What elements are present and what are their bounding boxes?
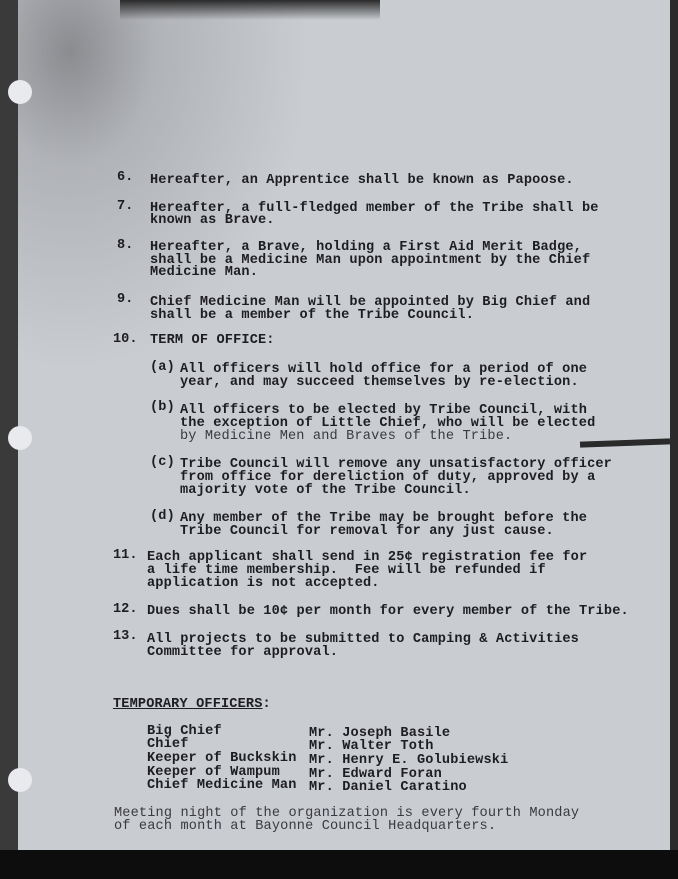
temporary-officers-heading-text: TEMPORARY OFFICERS [113,697,263,712]
subitem-b-line-1: All officers to be elected by Tribe Council, with [180,403,588,418]
subitem-label: (b) [150,400,175,415]
item-number: 12. [113,602,138,617]
item-number: 6. [117,170,134,185]
subitem-b-line-2: the exception of Little Chief, who will be elected [180,416,596,431]
item-number: 7. [117,199,134,214]
item-9-line-2: shall be a member of the Tribe Council. [150,308,474,323]
subitem-label: (d) [150,509,175,524]
punch-hole [8,80,32,104]
subitem-a-line-1: All officers will hold office for a period of one [180,362,588,377]
item-8-line-3: Medicine Man. [150,265,258,280]
item-12-line-1: Dues shall be 10¢ per month for every member of the Tribe. [147,604,629,619]
item-7-line-2: known as Brave. [150,213,275,228]
item-13-line-1: All projects to be submitted to Camping & Activities [147,632,579,647]
subitem-label: (a) [150,360,175,375]
subitem-d-line-1: Any member of the Tribe may be brought before the [180,511,588,526]
officer-name: Mr. Joseph Basile [309,726,451,741]
scan-shadow [120,0,380,20]
subitem-c-line-3: majority vote of the Tribe Council. [180,483,471,498]
officer-name: Mr. Walter Toth [309,739,434,754]
item-11-line-3: application is not accepted. [147,576,380,591]
item-number: 11. [113,548,138,563]
subitem-label: (c) [150,455,175,470]
punch-hole [8,426,32,450]
item-11-line-2: a life time membership. Fee will be refunded if [147,563,546,578]
item-8-line-2: shall be a Medicine Man upon appointment by the Chief [150,253,591,268]
item-number: 10. [113,332,138,347]
item-6-line-1: Hereafter, an Apprentice shall be known as Papoose. [150,173,574,188]
item-number: 13. [113,629,138,644]
punch-hole [8,768,32,792]
subitem-b-line-3: by Medicine Men and Braves of the Tribe. [180,429,513,444]
item-number: 9. [117,292,134,307]
officer-name: Mr. Daniel Caratino [309,780,467,795]
officer-title: Keeper of Buckskin [147,751,297,766]
officer-title: Chief [147,737,189,752]
subitem-a-line-2: year, and may succeed themselves by re-election. [180,375,579,390]
officer-title: Big Chief [147,724,222,739]
item-11-line-1: Each applicant shall send in 25¢ registration fee for [147,550,588,565]
meeting-note-line-2: of each month at Bayonne Council Headquarters. [114,819,497,834]
term-of-office-heading: TERM OF OFFICE: [150,333,275,348]
temporary-officers-heading [113,698,271,712]
heading-colon: : [262,697,271,712]
officer-title: Chief Medicine Man [147,778,297,793]
officer-name: Mr. Edward Foran [309,767,442,782]
subitem-c-line-1: Tribe Council will remove any unsatisfactory officer [180,457,612,472]
officer-title: Keeper of Wampum [147,765,280,780]
scan-bottom-band [0,850,678,879]
item-8-line-1: Hereafter, a Brave, holding a First Aid Merit Badge, [150,240,582,255]
item-13-line-2: Committee for approval. [147,645,339,660]
item-7-line-1: Hereafter, a full-fledged member of the Tribe shall be [150,201,599,216]
item-9-line-1: Chief Medicine Man will be appointed by Big Chief and [150,295,591,310]
officer-name: Mr. Henry E. Golubiewski [309,753,509,768]
scan-right-edge [670,0,678,850]
item-number: 8. [117,238,134,253]
subitem-d-line-2: Tribe Council for removal for any just cause. [180,524,554,539]
scan-left-edge [0,0,18,850]
subitem-c-line-2: from office for dereliction of duty, approved by a [180,470,596,485]
meeting-note-line-1: Meeting night of the organization is every fourth Monday [114,806,580,821]
